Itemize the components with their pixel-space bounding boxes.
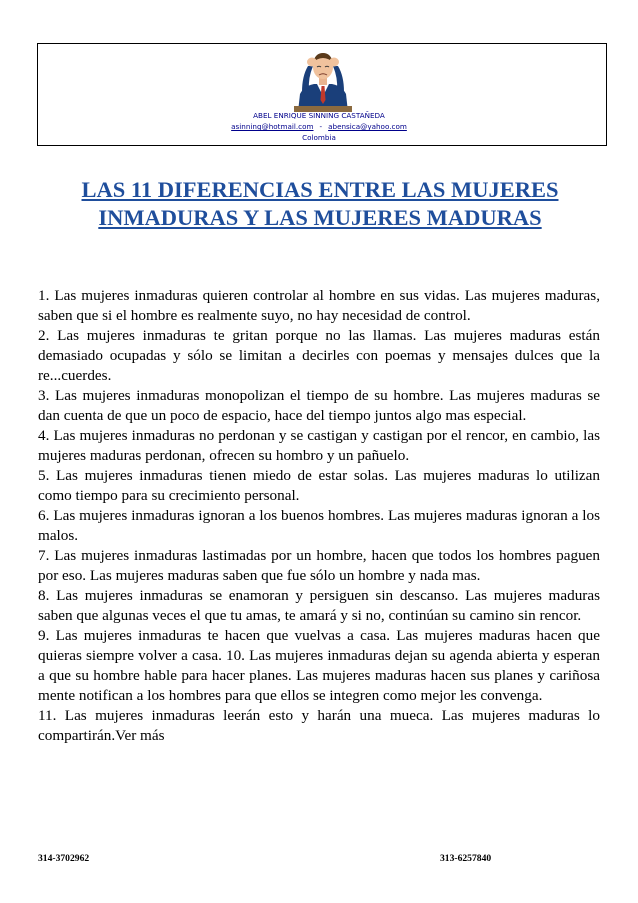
list-item: 2. Las mujeres inmaduras te gritan porque no las llamas. Las mujeres maduras están demasiado ocupadas y sólo se limitan a decirles con poemas y mensajes dulces que la re...cuerdes. — [38, 327, 600, 384]
list-item: 4. Las mujeres inmaduras no perdonan y se castigan y castigan por el rencor, en cambio, las mujeres maduras perdonan, ofrecen su hombro y un pañuelo. — [38, 427, 600, 464]
author-emails — [0, 121, 638, 132]
document-title — [20, 176, 620, 232]
list-item: 9. Las mujeres inmaduras te hacen que vuelvas a casa. Las mujeres maduras hacen que quieras siempre volver a casa. 10. Las mujeres inmaduras dejan su agenda abierta y esperan a que su hombre hable para hacer planes. Las mujeres maduras hacen sus planes y cariñosa mente notifican a los hombres para que ellos se integren como mejor les convenga. — [38, 627, 600, 704]
email-separator: - — [319, 122, 323, 131]
author-country: Colombia — [302, 133, 336, 142]
list-item: 1. Las mujeres inmaduras quieren controlar al hombre en sus vidas. Las mujeres maduras, saben que si el hombre es realmente suyo, no hay necesidad de control. — [38, 287, 600, 324]
title-line-1: LAS 11 DIFERENCIAS ENTRE LAS MUJERES — [81, 177, 559, 202]
author-name: ABEL ENRIQUE SINNING CASTAÑEDA — [253, 111, 385, 120]
list-item: 7. Las mujeres inmaduras lastimadas por un hombre, hacen que todos los hombres paguen por eso. Las mujeres maduras saben que fue sólo un hombre y nada mas. — [38, 547, 600, 584]
footer-phone-left: 314-3702962 — [38, 853, 90, 864]
list-item: 11. Las mujeres inmaduras leerán esto y harán una mueca. Las mujeres maduras lo compartirán.Ver más — [38, 707, 600, 744]
list-item: 6. Las mujeres inmaduras ignoran a los buenos hombres. Las mujeres maduras ignoran a los malos. — [38, 507, 600, 544]
list-item: 8. Las mujeres inmaduras se enamoran y persiguen sin descanso. Las mujeres maduras saben que algunas veces el que tu amas, te amará y si no, continúan su camino sin rencor. — [38, 587, 600, 624]
list-item: 3. Las mujeres inmaduras monopolizan el tiempo de su hombre. Las mujeres maduras se dan cuenta de que un poco de espacio, hace del tiempo juntos algo mas especial. — [38, 387, 600, 424]
title-line-2: INMADURAS Y LAS MUJERES MADURAS — [98, 205, 542, 230]
email-link-hotmail[interactable]: asinning@hotmail.com — [231, 122, 314, 131]
list-item: 5. Las mujeres inmaduras tienen miedo de estar solas. Las mujeres maduras lo utilizan como tiempo para su crecimiento personal. — [38, 467, 600, 504]
body-text — [38, 286, 600, 746]
worried-man-with-hands-on-head-icon — [294, 46, 352, 112]
email-link-yahoo[interactable]: abensica@yahoo.com — [328, 122, 407, 131]
footer-phone-right: 313-6257840 — [440, 853, 492, 864]
